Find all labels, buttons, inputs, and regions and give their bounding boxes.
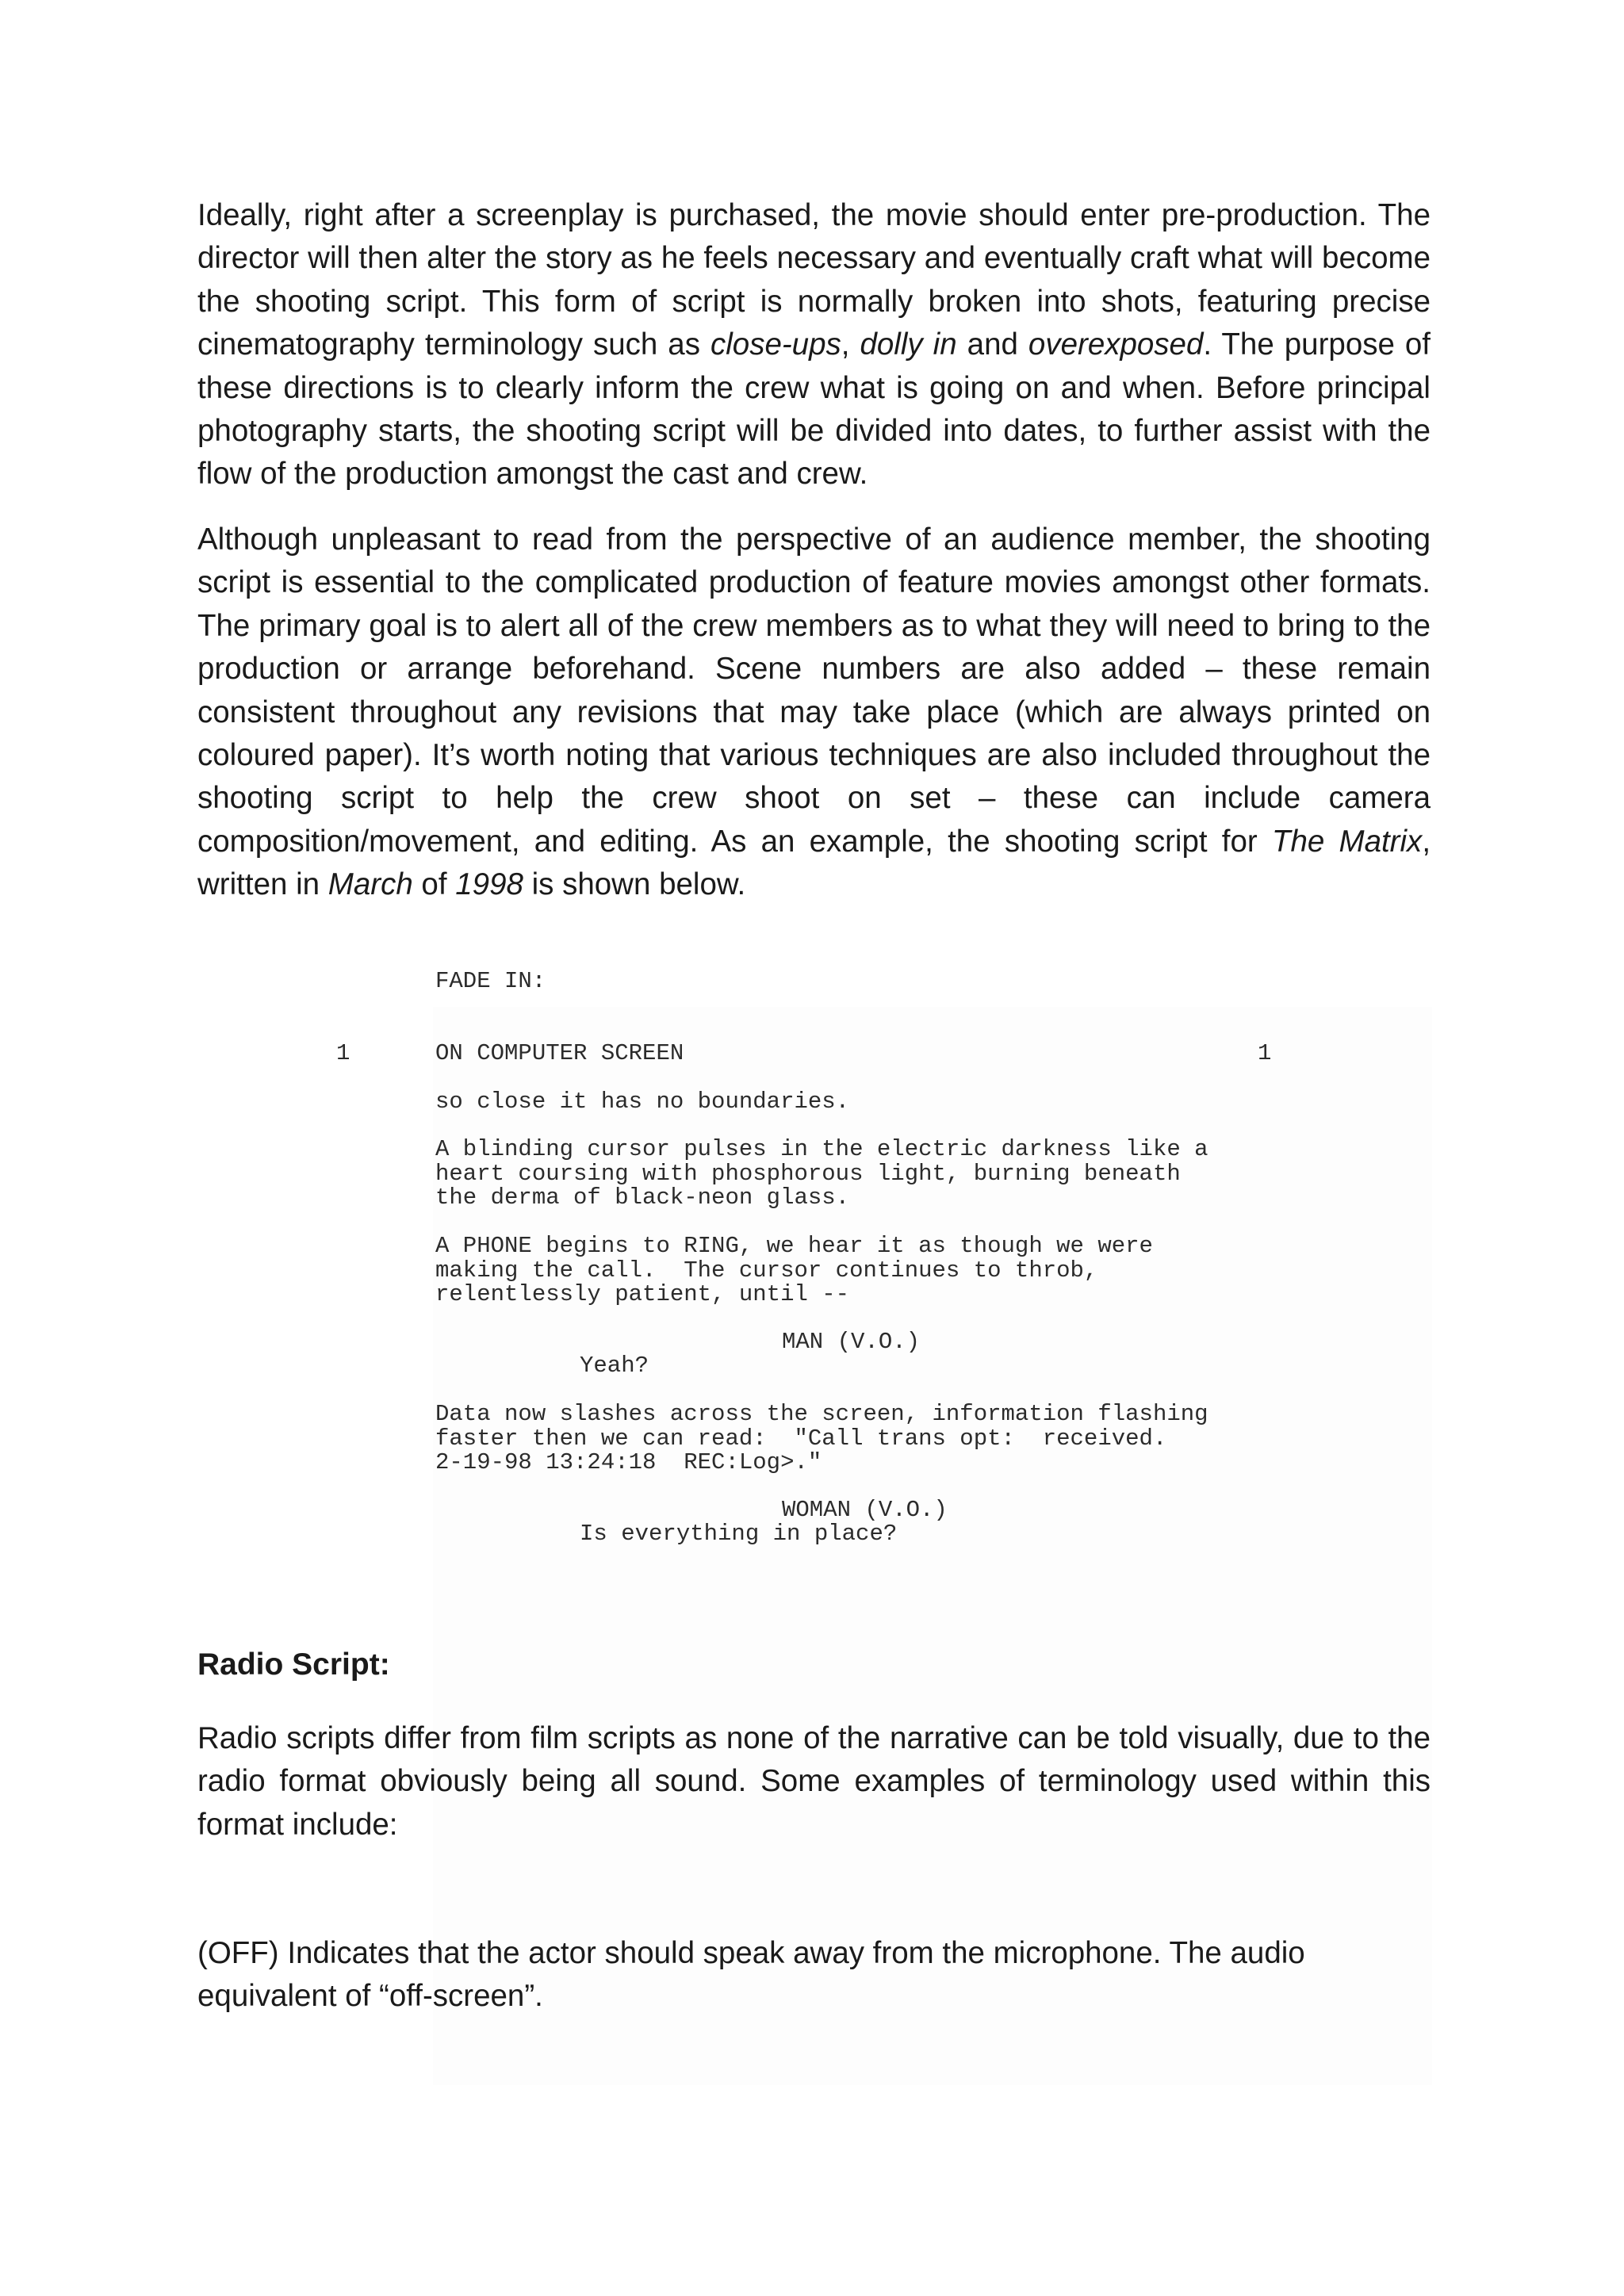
script-action-block: Data now slashes across the screen, information flashing faster then we can read: "Call trans opt: received. 2-19-98 13:24:18 REC:Log>." <box>435 1401 1208 1475</box>
script-scene-number-right: 1 <box>1258 1040 1272 1066</box>
text-run: of <box>412 867 456 902</box>
script-scene-number-left: 1 <box>336 1040 350 1066</box>
script-scene-heading: ON COMPUTER SCREEN <box>435 1040 684 1066</box>
script-fade-in: FADE IN: <box>435 968 546 994</box>
text-run: is shown below. <box>523 867 746 902</box>
section-heading-radio-script: Radio Script: <box>197 1647 390 1682</box>
paragraph-radio-script-intro: Radio scripts differ from film scripts as none of the narrative can be told visually, due to the radio format obviously being all sound. Some examples of terminology used within this format include: <box>197 1721 1431 1842</box>
italic-title-the-matrix: The Matrix <box>1271 824 1423 859</box>
italic-term-dolly-in: dolly in <box>860 327 957 362</box>
script-dialogue: Is everything in place? <box>580 1521 898 1547</box>
text-run: Ideally, right after a screenplay is purchased, the movie should enter pre-production. The director will then alter the story as he feels necessary and eventually craft what will become the shooting script. This form of script is normally broken into shots, featuring precise cinematography terminology such as <box>197 198 1431 362</box>
script-action-line: so close it has no boundaries. <box>435 1089 850 1115</box>
italic-term-close-ups: close-ups <box>710 327 841 362</box>
paragraph-shooting-script-purpose <box>197 519 1431 907</box>
script-character-cue: WOMAN (V.O.) <box>782 1497 948 1523</box>
script-character-cue: MAN (V.O.) <box>782 1329 921 1355</box>
italic-year-1998: 1998 <box>455 867 523 902</box>
text-run: , written in <box>197 824 1431 902</box>
paragraph-shooting-script-intro <box>197 194 1431 496</box>
script-dialogue: Yeah? <box>580 1353 649 1379</box>
text-run: Although unpleasant to read from the perspective of an audience member, the shooting script is essential to the complicated production of feature movies amongst other formats. The primary goal is to alert all of the crew members as to what they will need to bring to the production or arrange beforehand. Scene numbers are also added – these remain consistent throughout any revisions that may take place (which are always printed on coloured paper). It’s worth noting that various techniques are also included throughout the shooting script to help the crew shoot on set – these can include camera composition/movement, and editing. As an example, the shooting script for <box>197 522 1431 859</box>
paragraph-off-terminology: (OFF) Indicates that the actor should speak away from the microphone. The audio equivalent of “off-screen”. <box>197 1936 1305 2014</box>
text-run: , <box>841 327 860 362</box>
text-run: . The purpose of these directions is to clearly inform the crew what is going on and when. Before principal photography starts, the shooting script will be divided into dates, to further assist with the flow of the production amongst the cast and crew. <box>197 327 1431 492</box>
script-action-block: A PHONE begins to RING, we hear it as though we were making the call. The cursor continues to throb, relentlessly patient, until -- <box>435 1233 1153 1307</box>
script-action-block: A blinding cursor pulses in the electric darkness like a heart coursing with phosphorous light, burning beneath the derma of black-neon glass. <box>435 1136 1208 1211</box>
italic-term-overexposed: overexposed <box>1028 327 1204 362</box>
text-run: and <box>956 327 1028 362</box>
italic-month-march: March <box>327 867 413 902</box>
